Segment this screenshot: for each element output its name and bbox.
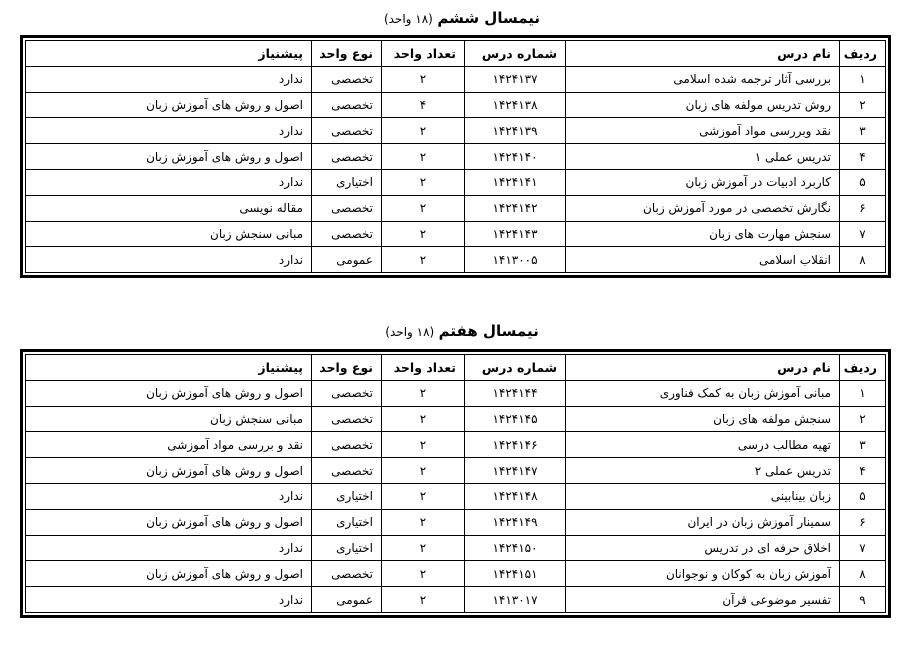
table-row — [26, 458, 886, 484]
cell-unit-type: تخصصی — [312, 561, 382, 587]
cell-unit-type: اختیاری — [312, 535, 382, 561]
cell-course-name: نقد وبررسی مواد آموزشی — [566, 118, 840, 144]
cell-row-number: ۸ — [840, 247, 886, 273]
table-row — [26, 144, 886, 170]
cell-course-code: ۱۴۱۳۰۰۵ — [465, 247, 566, 273]
header-course-name: نام درس — [566, 355, 840, 381]
cell-course-code: ۱۴۲۴۱۴۵ — [465, 406, 566, 432]
cell-prerequisite: اصول و روش های آموزش زبان — [26, 380, 312, 406]
cell-course-code: ۱۴۲۴۱۳۷ — [465, 66, 566, 92]
cell-course-name: تفسیر موضوعی قرآن — [566, 587, 840, 613]
table-row — [26, 561, 886, 587]
cell-unit-count: ۲ — [382, 406, 465, 432]
cell-row-number: ۲ — [840, 92, 886, 118]
cell-unit-count: ۲ — [382, 561, 465, 587]
cell-prerequisite: اصول و روش های آموزش زبان — [26, 458, 312, 484]
table-row — [26, 432, 886, 458]
cell-unit-count: ۲ — [382, 247, 465, 273]
cell-unit-type: تخصصی — [312, 195, 382, 221]
header-course-code: شماره درس — [465, 355, 566, 381]
cell-course-name: نگارش تخصصی در مورد آموزش زبان — [566, 195, 840, 221]
cell-unit-count: ۲ — [382, 118, 465, 144]
header-prerequisite: پیشنیاز — [26, 355, 312, 381]
cell-unit-count: ۲ — [382, 221, 465, 247]
cell-unit-count: ۲ — [382, 587, 465, 613]
header-prerequisite: پیشنیاز — [26, 41, 312, 67]
table-row — [26, 221, 886, 247]
cell-course-code: ۱۴۲۴۱۳۸ — [465, 92, 566, 118]
cell-prerequisite: ندارد — [26, 66, 312, 92]
table-row — [26, 380, 886, 406]
table-row — [26, 169, 886, 195]
cell-course-code: ۱۴۲۴۱۴۰ — [465, 144, 566, 170]
cell-course-code: ۱۴۲۴۱۴۹ — [465, 509, 566, 535]
cell-row-number: ۷ — [840, 535, 886, 561]
cell-course-name: سنجش مهارت های زبان — [566, 221, 840, 247]
semester-6-table-frame — [20, 35, 891, 278]
cell-row-number: ۶ — [840, 509, 886, 535]
table-row — [26, 535, 886, 561]
table-row — [26, 66, 886, 92]
cell-course-code: ۱۴۲۴۱۴۱ — [465, 169, 566, 195]
cell-row-number: ۷ — [840, 221, 886, 247]
cell-unit-type: تخصصی — [312, 66, 382, 92]
cell-course-name: اخلاق حرفه ای در تدریس — [566, 535, 840, 561]
cell-prerequisite: مبانی سنجش زبان — [26, 406, 312, 432]
cell-course-code: ۱۴۲۴۱۴۶ — [465, 432, 566, 458]
cell-unit-count: ۲ — [382, 144, 465, 170]
cell-unit-count: ۲ — [382, 380, 465, 406]
cell-prerequisite: نقد و بررسی مواد آموزشی — [26, 432, 312, 458]
cell-course-name: سمینار آموزش زبان در ایران — [566, 509, 840, 535]
table-header-row — [26, 41, 886, 67]
table-row — [26, 406, 886, 432]
cell-row-number: ۱ — [840, 66, 886, 92]
semester-6-table — [25, 40, 886, 273]
cell-course-name: بررسی آثار ترجمه شده اسلامی — [566, 66, 840, 92]
table-row — [26, 92, 886, 118]
header-unit-count: تعداد واحد — [382, 355, 465, 381]
cell-unit-type: اختیاری — [312, 169, 382, 195]
cell-course-code: ۱۴۲۴۱۴۳ — [465, 221, 566, 247]
cell-unit-count: ۲ — [382, 458, 465, 484]
table-row — [26, 587, 886, 613]
cell-unit-count: ۲ — [382, 432, 465, 458]
cell-prerequisite: اصول و روش های آموزش زبان — [26, 144, 312, 170]
cell-unit-count: ۲ — [382, 535, 465, 561]
cell-course-name: تدریس عملی ۲ — [566, 458, 840, 484]
cell-course-code: ۱۴۲۴۱۵۱ — [465, 561, 566, 587]
cell-unit-type: اختیاری — [312, 509, 382, 535]
table-row — [26, 483, 886, 509]
table-row — [26, 247, 886, 273]
cell-unit-type: تخصصی — [312, 118, 382, 144]
cell-row-number: ۲ — [840, 406, 886, 432]
cell-row-number: ۱ — [840, 380, 886, 406]
cell-course-name: سنجش مولفه های زبان — [566, 406, 840, 432]
semester-7-units: (۱۸ واحد) — [385, 325, 435, 339]
header-unit-count: تعداد واحد — [382, 41, 465, 67]
table-header-row — [26, 355, 886, 381]
semester-7-table — [25, 354, 886, 613]
cell-course-code: ۱۴۱۳۰۱۷ — [465, 587, 566, 613]
cell-course-name: تدریس عملی ۱ — [566, 144, 840, 170]
cell-course-code: ۱۴۲۴۱۴۴ — [465, 380, 566, 406]
cell-course-name: تهیه مطالب درسی — [566, 432, 840, 458]
cell-prerequisite: ندارد — [26, 587, 312, 613]
cell-course-name: کاربرد ادبیات در آموزش زبان — [566, 169, 840, 195]
cell-unit-type: اختیاری — [312, 483, 382, 509]
header-unit-type: نوع واحد — [312, 41, 382, 67]
cell-prerequisite: اصول و روش های آموزش زبان — [26, 92, 312, 118]
header-course-name: نام درس — [566, 41, 840, 67]
cell-course-code: ۱۴۲۴۱۴۷ — [465, 458, 566, 484]
cell-prerequisite: مبانی سنجش زبان — [26, 221, 312, 247]
header-row-number: ردیف — [840, 355, 886, 381]
table-row — [26, 195, 886, 221]
cell-row-number: ۴ — [840, 144, 886, 170]
cell-unit-count: ۲ — [382, 66, 465, 92]
cell-course-name: انقلاب اسلامی — [566, 247, 840, 273]
cell-unit-type: تخصصی — [312, 144, 382, 170]
cell-course-name: زبان بینابینی — [566, 483, 840, 509]
semester-6-units: (۱۸ واحد) — [383, 12, 433, 26]
cell-row-number: ۴ — [840, 458, 886, 484]
cell-unit-count: ۲ — [382, 509, 465, 535]
cell-unit-count: ۴ — [382, 92, 465, 118]
cell-unit-type: تخصصی — [312, 406, 382, 432]
cell-row-number: ۸ — [840, 561, 886, 587]
cell-unit-count: ۲ — [382, 483, 465, 509]
cell-unit-count: ۲ — [382, 195, 465, 221]
cell-course-code: ۱۴۲۴۱۴۲ — [465, 195, 566, 221]
cell-row-number: ۹ — [840, 587, 886, 613]
cell-prerequisite: ندارد — [26, 535, 312, 561]
cell-prerequisite: ندارد — [26, 169, 312, 195]
cell-course-code: ۱۴۲۴۱۳۹ — [465, 118, 566, 144]
cell-row-number: ۳ — [840, 118, 886, 144]
semester-7-heading — [0, 322, 924, 340]
cell-unit-type: تخصصی — [312, 458, 382, 484]
cell-course-name: روش تدریس مولفه های زبان — [566, 92, 840, 118]
semester-6-title: نیمسال ششم — [437, 9, 541, 27]
cell-course-code: ۱۴۲۴۱۵۰ — [465, 535, 566, 561]
cell-unit-type: عمومی — [312, 247, 382, 273]
table-row — [26, 118, 886, 144]
header-row-number: ردیف — [840, 41, 886, 67]
cell-row-number: ۵ — [840, 169, 886, 195]
header-unit-type: نوع واحد — [312, 355, 382, 381]
cell-row-number: ۳ — [840, 432, 886, 458]
cell-unit-type: عمومی — [312, 587, 382, 613]
cell-prerequisite: اصول و روش های آموزش زبان — [26, 509, 312, 535]
cell-unit-type: تخصصی — [312, 92, 382, 118]
semester-6-heading — [0, 9, 924, 27]
cell-prerequisite: ندارد — [26, 247, 312, 273]
cell-course-name: آموزش زبان به کوکان و نوجوانان — [566, 561, 840, 587]
cell-unit-type: تخصصی — [312, 432, 382, 458]
cell-row-number: ۶ — [840, 195, 886, 221]
cell-course-code: ۱۴۲۴۱۴۸ — [465, 483, 566, 509]
semester-7-title: نیمسال هفتم — [438, 322, 539, 340]
cell-unit-type: تخصصی — [312, 380, 382, 406]
cell-prerequisite: ندارد — [26, 483, 312, 509]
cell-prerequisite: ندارد — [26, 118, 312, 144]
cell-unit-type: تخصصی — [312, 221, 382, 247]
header-course-code: شماره درس — [465, 41, 566, 67]
cell-prerequisite: اصول و روش های آموزش زبان — [26, 561, 312, 587]
cell-row-number: ۵ — [840, 483, 886, 509]
cell-prerequisite: مقاله نویسی — [26, 195, 312, 221]
cell-unit-count: ۲ — [382, 169, 465, 195]
cell-course-name: مبانی آموزش زبان به کمک فناوری — [566, 380, 840, 406]
semester-7-table-frame — [20, 349, 891, 618]
table-row — [26, 509, 886, 535]
